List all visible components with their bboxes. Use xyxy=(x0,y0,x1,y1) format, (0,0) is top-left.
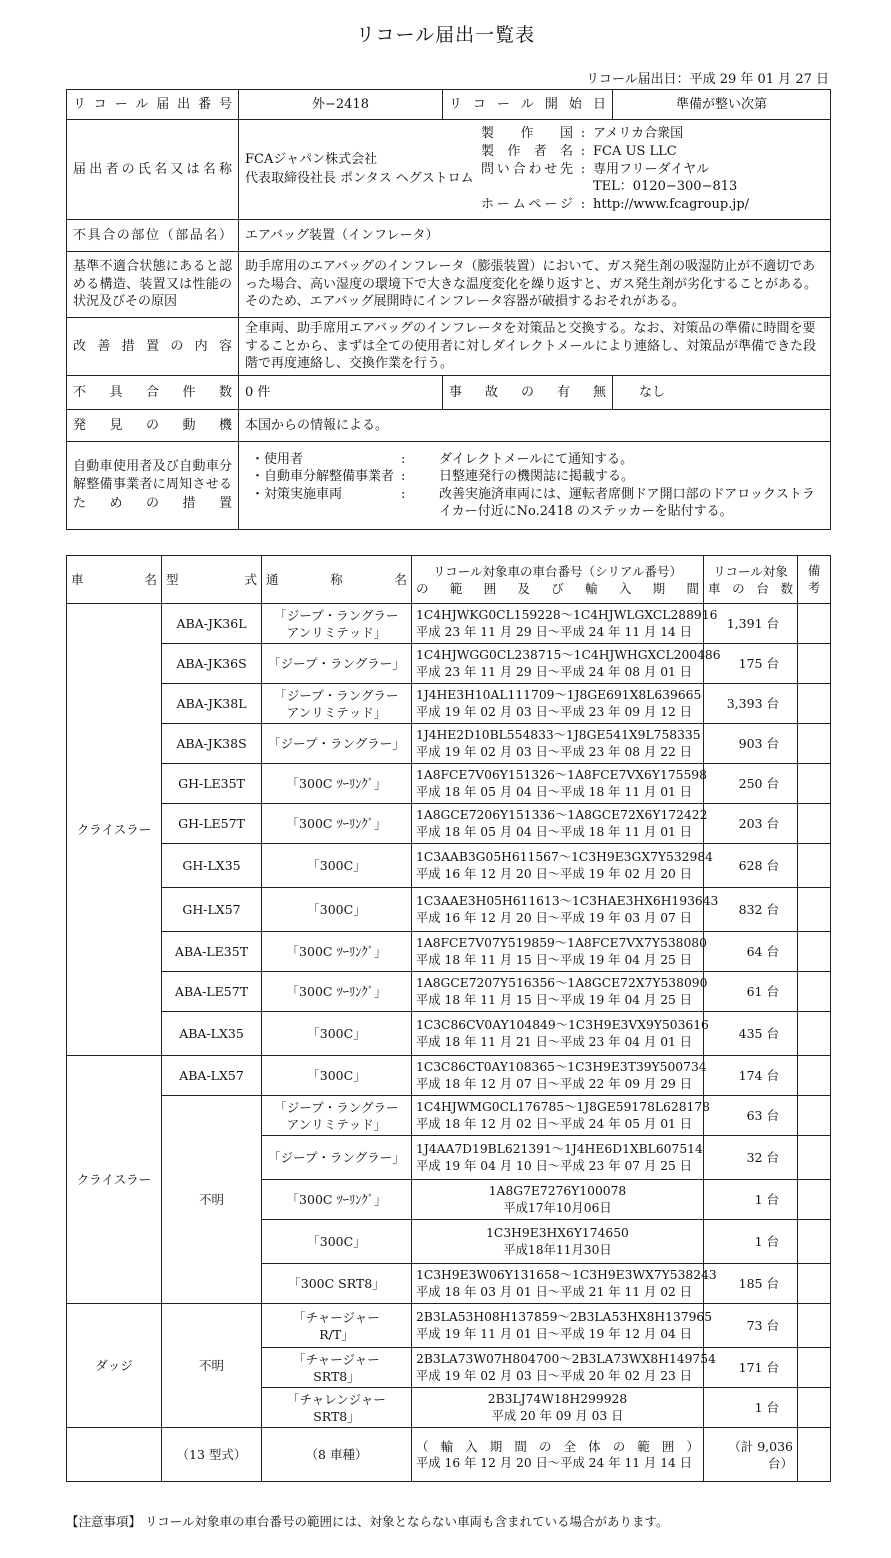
serial-range: 1C3AAE3H05H611613〜1C3HAE3HX6H193643 xyxy=(416,893,719,908)
motive-text: 本国からの情報による。 xyxy=(239,410,831,442)
detail-value: FCA US LLC xyxy=(593,143,677,159)
vehicle-name-line: 「300C」 xyxy=(307,858,366,873)
vehicle-serial-cell xyxy=(412,1056,707,1096)
accident-label: 事故の有無 xyxy=(443,376,613,410)
notify-target: ・自動車分解整備事業者 xyxy=(251,469,395,485)
vehicle-count: 3,393 台 xyxy=(704,684,798,724)
vehicle-name-line: 「ジープ・ラングラー xyxy=(274,1099,399,1115)
detail-value: TEL：0120−300−813 xyxy=(593,179,738,195)
vehicle-name xyxy=(262,1388,412,1428)
applicant-label: 届出者の氏名又は名称 xyxy=(67,120,239,220)
import-period: 平成 18 年 11 月 15 日〜平成 19 年 04 月 25 日 xyxy=(416,992,693,1007)
vehicle-name xyxy=(262,1180,412,1220)
vehicle-serial-cell xyxy=(412,1264,717,1304)
vehicle-serial-cell xyxy=(412,932,707,972)
detail-sep: : xyxy=(580,143,586,159)
serial-range: 1C4HJWMG0CL176785〜1J8GE59178L628178 xyxy=(416,1099,711,1114)
notify-target: ・使用者 xyxy=(251,451,304,467)
import-period: 平成18年11月30日 xyxy=(503,1242,612,1257)
total-names: （8 車種） xyxy=(262,1428,412,1482)
vehicle-model: ABA-LX35 xyxy=(162,1012,262,1056)
notify-label: 自動車使用者及び自動車分解整備事業者に周知させるための措置 xyxy=(67,442,239,530)
vehicle-count: 174 台 xyxy=(704,1056,798,1096)
vehicle-maker: ダッジ xyxy=(67,1304,162,1428)
detail-key: ホームページ xyxy=(481,197,573,213)
vehicle-remarks xyxy=(798,1220,831,1264)
table-row xyxy=(67,764,831,804)
motive-label: 発見の動機 xyxy=(67,410,239,442)
vehicle-model: 不明 xyxy=(162,1304,262,1428)
vehicle-model: ABA-JK36S xyxy=(162,644,262,684)
header-maker: 車名 xyxy=(67,556,162,604)
header-count-line1: リコール対象 xyxy=(713,563,788,579)
total-row xyxy=(67,1428,831,1482)
accident-value: なし xyxy=(613,376,831,410)
detail-row xyxy=(481,196,749,214)
vehicle-serial-cell xyxy=(412,1348,716,1388)
vehicle-count: 185 台 xyxy=(704,1264,798,1304)
defect-count-label: 不具合件数 xyxy=(67,376,239,410)
vehicle-name xyxy=(262,724,412,764)
vehicle-serial-cell xyxy=(412,1180,704,1220)
vehicle-name-line: SRT8」 xyxy=(313,1408,360,1424)
notify-row xyxy=(251,451,824,468)
detail-value: http://www.fcagroup.jp/ xyxy=(593,197,750,213)
applicant-representative: 代表取締役社長 ポンタス ヘグストロム xyxy=(245,170,474,186)
vehicle-remarks xyxy=(798,1304,831,1348)
vehicle-count: 203 台 xyxy=(704,804,798,844)
serial-range: 1C3H9E3HX6Y174650 xyxy=(486,1225,629,1240)
vehicle-count: 832 台 xyxy=(704,888,798,932)
vehicle-count: 73 台 xyxy=(704,1304,798,1348)
vehicle-serial-cell xyxy=(412,1136,704,1180)
vehicle-name xyxy=(262,1136,412,1180)
notify-method: 改善実施済車両には、運転者席側ドア開口部のドアロックストライカー付近にNo.2418 のステッカーを貼付する。 xyxy=(439,486,815,519)
import-period: 平成 20 年 09 月 03 日 xyxy=(491,1408,624,1423)
vehicle-serial-cell xyxy=(412,724,704,764)
start-date: 準備が整い次第 xyxy=(613,90,831,120)
table-row xyxy=(67,888,831,932)
vehicle-serial-cell xyxy=(412,644,721,684)
detail-key: 製作者名 xyxy=(481,143,573,159)
import-period: 平成 23 年 11 月 29 日〜平成 24 年 11 月 14 日 xyxy=(416,624,693,639)
vehicle-remarks xyxy=(798,724,831,764)
vehicle-remarks xyxy=(798,1096,831,1136)
vehicle-name xyxy=(262,1096,412,1136)
vehicle-remarks xyxy=(798,1012,831,1056)
recall-info-table xyxy=(66,89,831,530)
vehicle-remarks xyxy=(798,844,831,888)
table-row xyxy=(67,932,831,972)
vehicle-count: 64 台 xyxy=(704,932,798,972)
vehicle-name-line: 「ジープ・ラングラー」 xyxy=(268,736,405,751)
vehicle-serial-cell xyxy=(412,888,719,932)
vehicle-model: GH-LX57 xyxy=(162,888,262,932)
detail-sep: : xyxy=(580,197,586,213)
total-count-line1: （計 9,036 xyxy=(728,1438,793,1454)
serial-range: 1A8FCE7V07Y519859〜1A8FCE7VX7Y538080 xyxy=(416,935,707,950)
vehicle-maker: クライスラー xyxy=(67,604,162,1056)
total-count xyxy=(704,1428,798,1482)
notify-sep: : xyxy=(401,469,406,485)
vehicle-name-line: 「ジープ・ラングラー xyxy=(274,687,399,703)
vehicle-serial-cell xyxy=(412,1388,704,1428)
page-title: リコール届出一覧表 xyxy=(355,24,536,46)
serial-range: 2B3LA73W07H804700〜2B3LA73WX8H149754 xyxy=(416,1351,716,1366)
table-row xyxy=(67,844,831,888)
vehicle-model: GH-LE35T xyxy=(162,764,262,804)
vehicle-count: 32 台 xyxy=(704,1136,798,1180)
notify-row xyxy=(251,468,824,485)
total-count-line2: 台） xyxy=(767,1455,793,1471)
vehicle-count: 63 台 xyxy=(704,1096,798,1136)
filing-date: リコール届出日：平成 29 年 01 月 27 日 xyxy=(586,72,829,87)
import-period: 平成 19 年 11 月 01 日〜平成 19 年 12 月 04 日 xyxy=(416,1326,693,1341)
detail-row xyxy=(481,143,749,161)
import-period: 平成 16 年 12 月 20 日〜平成 19 年 03 月 07 日 xyxy=(416,910,693,925)
detail-row xyxy=(481,161,749,179)
serial-range: 1J4HE2D10BL554833〜1J8GE541X9L758335 xyxy=(416,727,701,742)
notify-method: ダイレクトメールにて通知する。 xyxy=(439,451,634,467)
vehicle-name-line: 「300C SRT8」 xyxy=(288,1276,385,1291)
vehicle-model: ABA-LE35T xyxy=(162,932,262,972)
header-serial xyxy=(412,556,704,604)
vehicle-name xyxy=(262,932,412,972)
vehicle-serial-cell xyxy=(412,604,718,644)
import-period: 平成 19 年 02 月 03 日〜平成 23 年 09 月 12 日 xyxy=(416,704,693,719)
table-row xyxy=(67,804,831,844)
detail-row xyxy=(481,178,749,196)
serial-range: 2B3LJ74W18H299928 xyxy=(487,1391,628,1406)
vehicle-name-line: 「300C ﾂｰﾘﾝｸﾞ」 xyxy=(286,1192,387,1207)
import-period: 平成17年10月06日 xyxy=(503,1200,612,1215)
vehicle-count: 435 台 xyxy=(704,1012,798,1056)
vehicle-serial-cell xyxy=(412,844,713,888)
import-period: 平成 18 年 11 月 15 日〜平成 19 年 04 月 25 日 xyxy=(416,952,693,967)
vehicle-remarks xyxy=(798,1348,831,1388)
notify-target: ・対策実施車両 xyxy=(251,486,343,502)
manufacturer-details xyxy=(481,125,749,215)
vehicle-remarks xyxy=(798,1388,831,1428)
total-remarks xyxy=(798,1428,831,1482)
vehicle-model: ABA-JK38S xyxy=(162,724,262,764)
header-count xyxy=(704,556,798,604)
detail-sep: : xyxy=(580,161,586,177)
total-range-label: （輸入期間の全体の範囲） xyxy=(416,1438,699,1454)
vehicle-model: ABA-JK38L xyxy=(162,684,262,724)
vehicle-name xyxy=(262,804,412,844)
header-serial-line2: の範囲及び輸入期間 xyxy=(416,580,699,596)
notify-sep: : xyxy=(401,451,406,467)
vehicle-count: 1 台 xyxy=(704,1180,798,1220)
vehicle-name-line: 「ジープ・ラングラー xyxy=(274,607,399,623)
total-range-cell xyxy=(412,1428,704,1482)
vehicle-remarks xyxy=(798,764,831,804)
import-period: 平成 18 年 05 月 04 日〜平成 18 年 11 月 01 日 xyxy=(416,824,693,839)
vehicle-remarks xyxy=(798,972,831,1012)
vehicle-name-line: 「300C」 xyxy=(307,902,366,917)
table-row xyxy=(67,724,831,764)
vehicle-name-line: アンリミテッド」 xyxy=(286,624,387,640)
vehicle-name xyxy=(262,764,412,804)
detail-key: 製 作 国 xyxy=(481,125,573,141)
serial-range: 1A8GCE7207Y516356〜1A8GCE72X7Y538090 xyxy=(416,975,708,990)
header-count-line2: 車の台数 xyxy=(708,580,793,596)
vehicle-remarks xyxy=(798,932,831,972)
vehicle-name xyxy=(262,604,412,644)
vehicle-remarks xyxy=(798,1264,831,1304)
vehicle-remarks xyxy=(798,604,831,644)
notify-sep: : xyxy=(401,486,406,502)
table-row xyxy=(67,972,831,1012)
import-period: 平成 19 年 04 月 10 日〜平成 23 年 07 月 25 日 xyxy=(416,1158,693,1173)
import-period: 平成 18 年 03 月 01 日〜平成 21 年 11 月 02 日 xyxy=(416,1284,693,1299)
condition-text: 助手席用のエアバッグのインフレータ（膨張装置）において、ガス発生剤の吸湿防止が不適切であった場合、高い湿度の環境下で大きな温度変化を繰り返すと、ガス発生剤が劣化することがある。そのため、エアバッグ展開時にインフレータ容器が破損するおそれがある。 xyxy=(239,252,831,318)
vehicle-serial-cell xyxy=(412,1220,704,1264)
notify-measures xyxy=(251,451,824,521)
defect-part-label: 不具合の部位（部品名） xyxy=(67,220,239,252)
vehicle-name-line: 「300C」 xyxy=(307,1026,366,1041)
defect-count: 0 件 xyxy=(239,376,443,410)
table-row xyxy=(67,1012,831,1056)
serial-range: 1J4AA7D19BL621391〜1J4HE6D1XBL607514 xyxy=(416,1141,703,1156)
recall-number: 外−2418 xyxy=(239,90,443,120)
serial-range: 1C4HJWKG0CL159228〜1C4HJWLGXCL288916 xyxy=(416,607,718,622)
vehicle-remarks xyxy=(798,1056,831,1096)
vehicle-name-line: 「300C ﾂｰﾘﾝｸﾞ」 xyxy=(286,944,387,959)
detail-row xyxy=(481,125,749,143)
serial-range: 1C3AAB3G05H611567〜1C3H9E3GX7Y532984 xyxy=(416,849,713,864)
start-date-label: リコール開始日 xyxy=(443,90,613,120)
vehicle-serial-cell xyxy=(412,1096,711,1136)
vehicle-count: 61 台 xyxy=(704,972,798,1012)
vehicle-name-line: SRT8」 xyxy=(313,1368,360,1384)
serial-range: 1C3H9E3W06Y131658〜1C3H9E3WX7Y538243 xyxy=(416,1267,717,1282)
vehicle-table xyxy=(66,555,831,1482)
vehicle-name xyxy=(262,1220,412,1264)
vehicle-name-line: 「チャージャー xyxy=(293,1309,380,1325)
import-period: 平成 18 年 12 月 07 日〜平成 22 年 09 月 29 日 xyxy=(416,1076,693,1091)
recall-number-label: リコール届出番号 xyxy=(67,90,239,120)
table-row xyxy=(67,1096,831,1136)
detail-value: 専用フリーダイヤル xyxy=(593,161,710,177)
vehicle-count: 171 台 xyxy=(704,1348,798,1388)
remedy-text: 全車両、助手席用エアバッグのインフレータを対策品と交換する。なお、対策品の準備に時間を要することから、まずは全ての使用者に対しダイレクトメールにより連絡し、対策品が準備できた段階で再度連絡し、交換作業を行う。 xyxy=(239,318,831,376)
defect-part: エアバッグ装置（インフレータ） xyxy=(239,220,831,252)
vehicle-count: 250 台 xyxy=(704,764,798,804)
import-period: 平成 19 年 02 月 03 日〜平成 23 年 08 月 22 日 xyxy=(416,744,693,759)
notify-row xyxy=(251,486,824,521)
import-period: 平成 18 年 11 月 21 日〜平成 23 年 04 月 01 日 xyxy=(416,1034,693,1049)
vehicle-count: 1 台 xyxy=(704,1388,798,1428)
vehicle-name xyxy=(262,1012,412,1056)
detail-sep: : xyxy=(580,125,586,141)
serial-range: 1A8FCE7V06Y151326〜1A8FCE7VX6Y175598 xyxy=(416,767,707,782)
vehicle-name-line: R/T」 xyxy=(319,1326,354,1342)
vehicle-remarks xyxy=(798,684,831,724)
vehicle-name xyxy=(262,844,412,888)
import-period: 平成 18 年 05 月 04 日〜平成 18 年 11 月 01 日 xyxy=(416,784,693,799)
vehicle-name-line: アンリミテッド」 xyxy=(286,704,387,720)
vehicle-model: GH-LE57T xyxy=(162,804,262,844)
vehicle-remarks xyxy=(798,888,831,932)
header-serial-line1: リコール対象車の車台番号（シリアル番号） xyxy=(432,563,682,579)
vehicle-serial-cell xyxy=(412,684,704,724)
remedy-label: 改善措置の内容 xyxy=(67,318,239,376)
applicant-name xyxy=(245,151,481,189)
vehicle-remarks xyxy=(798,644,831,684)
vehicle-model: ABA-LE57T xyxy=(162,972,262,1012)
serial-range: 1C4HJWGG0CL238715〜1C4HJWHGXCL200486 xyxy=(416,647,721,662)
import-period: 平成 19 年 02 月 03 日〜平成 20 年 02 月 23 日 xyxy=(416,1368,693,1383)
serial-range: 1A8GCE7206Y151336〜1A8GCE72X6Y172422 xyxy=(416,807,708,822)
notify-method: 日整連発行の機関誌に掲載する。 xyxy=(439,469,635,485)
header-model: 型式 xyxy=(162,556,262,604)
vehicle-model: ABA-LX57 xyxy=(162,1056,262,1096)
header-remarks: 備考 xyxy=(798,556,831,604)
detail-key: 問い合わせ先 xyxy=(481,161,573,177)
vehicle-name xyxy=(262,1348,412,1388)
detail-value: アメリカ合衆国 xyxy=(593,125,684,141)
vehicle-model: 不明 xyxy=(162,1096,262,1304)
vehicle-name xyxy=(262,888,412,932)
serial-range: 1C3C86CV0AY104849〜1C3H9E3VX9Y503616 xyxy=(416,1017,709,1032)
import-period: 平成 23 年 11 月 29 日〜平成 24 年 08 月 01 日 xyxy=(416,664,693,679)
vehicle-count: 903 台 xyxy=(704,724,798,764)
serial-range: 1A8G7E7276Y100078 xyxy=(488,1183,627,1198)
vehicle-name-line: 「300C」 xyxy=(307,1068,366,1083)
vehicle-remarks xyxy=(798,1180,831,1220)
vehicle-count: 1,391 台 xyxy=(704,604,798,644)
vehicle-name-line: 「300C ﾂｰﾘﾝｸﾞ」 xyxy=(286,816,387,831)
vehicle-name xyxy=(262,972,412,1012)
total-models: （13 型式） xyxy=(162,1428,262,1482)
vehicle-serial-cell xyxy=(412,1012,709,1056)
serial-range: 1C3C86CT0AY108365〜1C3H9E3T39Y500734 xyxy=(416,1059,707,1074)
applicant-company: FCAジャパン株式会社 xyxy=(245,151,378,167)
vehicle-model: GH-LX35 xyxy=(162,844,262,888)
serial-range: 1J4HE3H10AL111709〜1J8GE691X8L639665 xyxy=(416,687,702,702)
vehicle-serial-cell xyxy=(412,804,708,844)
detail-sep xyxy=(573,178,593,196)
condition-label: 基準不適合状態にあると認める構造、装置又は性能の状況及びその原因 xyxy=(67,252,239,318)
vehicle-serial-cell xyxy=(412,1304,713,1348)
vehicle-name-line: 「ジープ・ラングラー」 xyxy=(268,656,405,671)
vehicle-name-line: 「300C ﾂｰﾘﾝｸﾞ」 xyxy=(286,984,387,999)
vehicle-count: 1 台 xyxy=(704,1220,798,1264)
vehicle-serial-cell xyxy=(412,764,707,804)
import-period: 平成 18 年 12 月 02 日〜平成 24 年 05 月 01 日 xyxy=(416,1116,693,1131)
detail-key xyxy=(481,178,573,196)
vehicle-serial-cell xyxy=(412,972,708,1012)
vehicle-name xyxy=(262,684,412,724)
import-period: 平成 16 年 12 月 20 日〜平成 19 年 02 月 20 日 xyxy=(416,866,693,881)
table-row xyxy=(67,684,831,724)
vehicle-name xyxy=(262,1304,412,1348)
vehicle-name-line: 「300C」 xyxy=(307,1234,366,1249)
footnote: 【注意事項】 リコール対象車の車台番号の範囲には、対象とならない車両も含まれている場合があります。 xyxy=(66,1514,669,1529)
vehicle-name xyxy=(262,644,412,684)
vehicle-remarks xyxy=(798,1136,831,1180)
vehicle-name-line: 「300C ﾂｰﾘﾝｸﾞ」 xyxy=(286,776,387,791)
total-maker xyxy=(67,1428,162,1482)
vehicle-name xyxy=(262,1056,412,1096)
table-row xyxy=(67,644,831,684)
vehicle-name-line: 「チャージャー xyxy=(293,1351,380,1367)
vehicle-remarks xyxy=(798,804,831,844)
vehicle-model: ABA-JK36L xyxy=(162,604,262,644)
serial-range: 2B3LA53H08H137859〜2B3LA53HX8H137965 xyxy=(416,1309,713,1324)
table-row xyxy=(67,1304,831,1348)
table-row xyxy=(67,1056,831,1096)
vehicle-count: 628 台 xyxy=(704,844,798,888)
vehicle-count: 175 台 xyxy=(704,644,798,684)
table-row xyxy=(67,604,831,644)
header-name: 通称名 xyxy=(262,556,412,604)
vehicle-name xyxy=(262,1264,412,1304)
vehicle-name-line: 「ジープ・ラングラー」 xyxy=(268,1150,405,1165)
total-range: 平成 16 年 12 月 20 日〜平成 24 年 11 月 14 日 xyxy=(416,1455,693,1470)
vehicle-name-line: 「チャレンジャー xyxy=(287,1391,386,1407)
vehicle-maker: クライスラー xyxy=(67,1056,162,1304)
vehicle-name-line: アンリミテッド」 xyxy=(286,1116,387,1132)
